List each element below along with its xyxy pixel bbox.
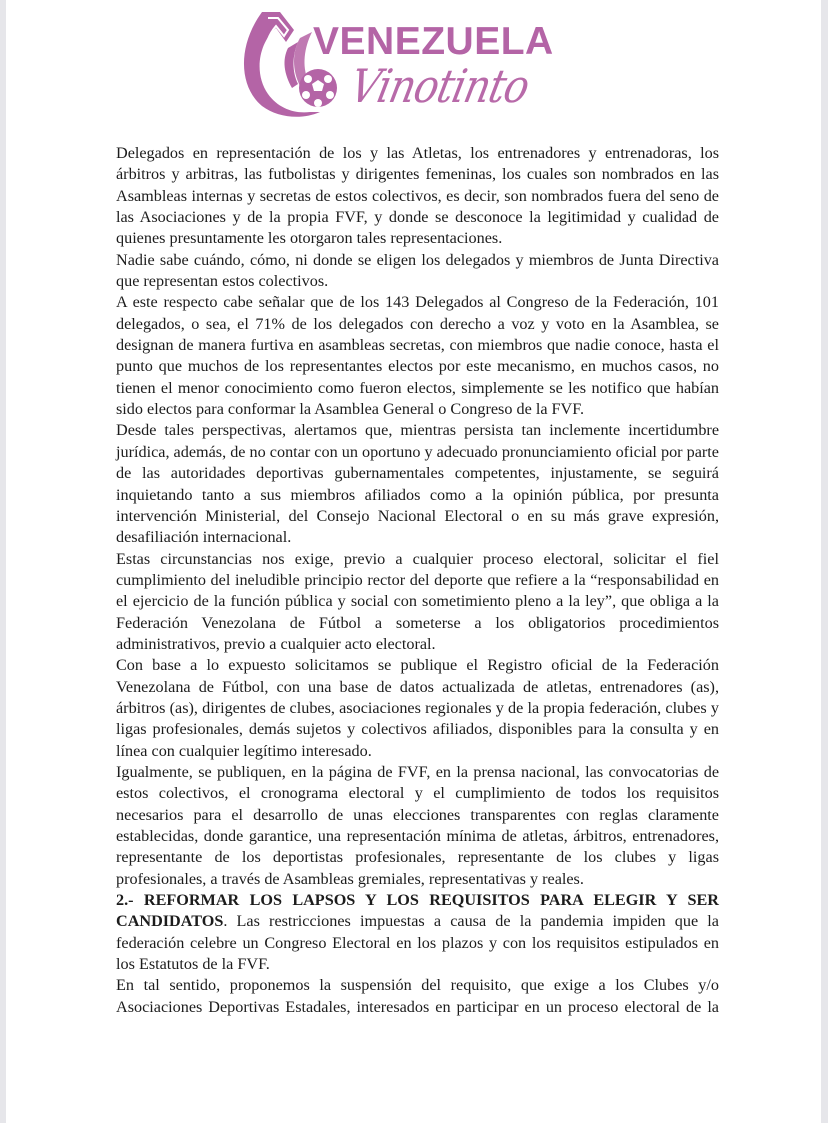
paragraph-circunstancias: Estas circunstancias nos exige, previo a cualquier proceso electoral, solicitar el fiel cumplimiento del ineludible principio rector del deporte que refiere a la “responsabilidad en el ejercicio de la función pública y social con sometimiento pleno a la ley”, que obliga a la Federación Venezolana de Fútbol a someterse a los obligatorios procedimientos administrativos, previo a cualquier acto electoral. bbox=[116, 549, 719, 653]
paragraph-publicaciones: Igualmente, se publiquen, en la página de FVF, en la prensa nacional, las convocatorias de estos colectivos, el cronograma electoral y el cumplimiento de todos los requisitos necesarios para el desarrollo de unas elecciones transparentes con reglas claramente establecidas, donde garantice, una representación mínima de atletas, árbitros, entrenadores, representante de los deportistas profesionales, representante de los clubes y ligas profesionales, a través de Asambleas gremiales, representativas y reales. bbox=[116, 762, 719, 888]
logo-title: VENEZUELA bbox=[313, 20, 554, 63]
section-2-text: . Las restricciones impuestas a causa de la pandemia impiden que la federación celebre un Congreso Electoral en los plazos y con los requisitos estipulados en los Estatutos de la FVF. bbox=[116, 912, 719, 974]
document-body bbox=[116, 143, 719, 1018]
paragraph-registro-oficial: Con base a lo expuesto solicitamos se publique el Registro oficial de la Federación Venezolana de Fútbol, con una base de datos actualizada de atletas, entrenadores (as), árbitros (as), dirigentes de clubes, asociaciones regionales y de la propia federación, clubes y ligas profesionales, demás sujetos y colectivos afiliados, disponibles para la consulta y en línea con cualquier legítimo interesado. bbox=[116, 656, 719, 760]
soccer-ball-icon bbox=[299, 69, 337, 107]
section-2-heading: 2.- REFORMAR LOS LAPSOS Y LOS REQUISITOS PARA ELEGIR Y SER CANDIDATOS bbox=[116, 891, 719, 931]
logo-subtitle: Vinotinto bbox=[345, 60, 534, 114]
paragraph-delegados: Delegados en representación de los y las Atletas, los entrenadores y entrenadoras, los árbitros y arbitras, las futbolistas y dirigentes femeninas, los cuales son nombrados en las Asambleas internas y secretas de estos colectivos, es decir, son nombrados fuera del seno de las Asociaciones y de la propia FVF, y donde se desconoce la legitimidad y cualidad de quienes presuntamente les otorgaron tales representaciones. bbox=[116, 144, 719, 248]
document-page bbox=[6, 0, 821, 1123]
venezuela-vinotinto-logo bbox=[228, 8, 568, 120]
paragraph-perspectivas: Desde tales perspectivas, alertamos que, mientras persista tan inclemente incertidumbre jurídica, además, de no contar con un oportuno y adecuado pronunciamiento oficial por parte de las autoridades deportivas gubernamentales competentes, injustamente, se seguirá inquietando tanto a sus miembros afiliados como a la opinión pública, por presunta intervención Ministerial, del Consejo Nacional Electoral o en su más grave expresión, desafiliación internacional. bbox=[116, 421, 719, 547]
paragraph-143-delegados: A este respecto cabe señalar que de los 143 Delegados al Congreso de la Federación, 101 delegados, o sea, el 71% de los delegados con derecho a voz y voto en la Asamblea, se designan de manera furtiva en asambleas secretas, con miembros que nadie conoce, hasta el punto que muchos de los representantes electos por este mecanismo, en muchos casos, no tienen el menor conocimiento como fueron electos, simplemente se les notifico que habían sido electos para conformar la Asamblea General o Congreso de la FVF. bbox=[116, 293, 719, 419]
section-2-paragraph bbox=[116, 890, 719, 975]
paragraph-suspension: En tal sentido, proponemos la suspensión del requisito, que exige a los Clubes y/o Asociaciones Deportivas Estadales, interesados en participar en un proceso electoral de la bbox=[116, 976, 719, 1016]
page-edge-right bbox=[821, 0, 828, 1123]
paragraph-nadie-sabe: Nadie sabe cuándo, cómo, ni donde se eligen los delegados y miembros de Junta Directiva que representan estos colectivos. bbox=[116, 250, 719, 291]
